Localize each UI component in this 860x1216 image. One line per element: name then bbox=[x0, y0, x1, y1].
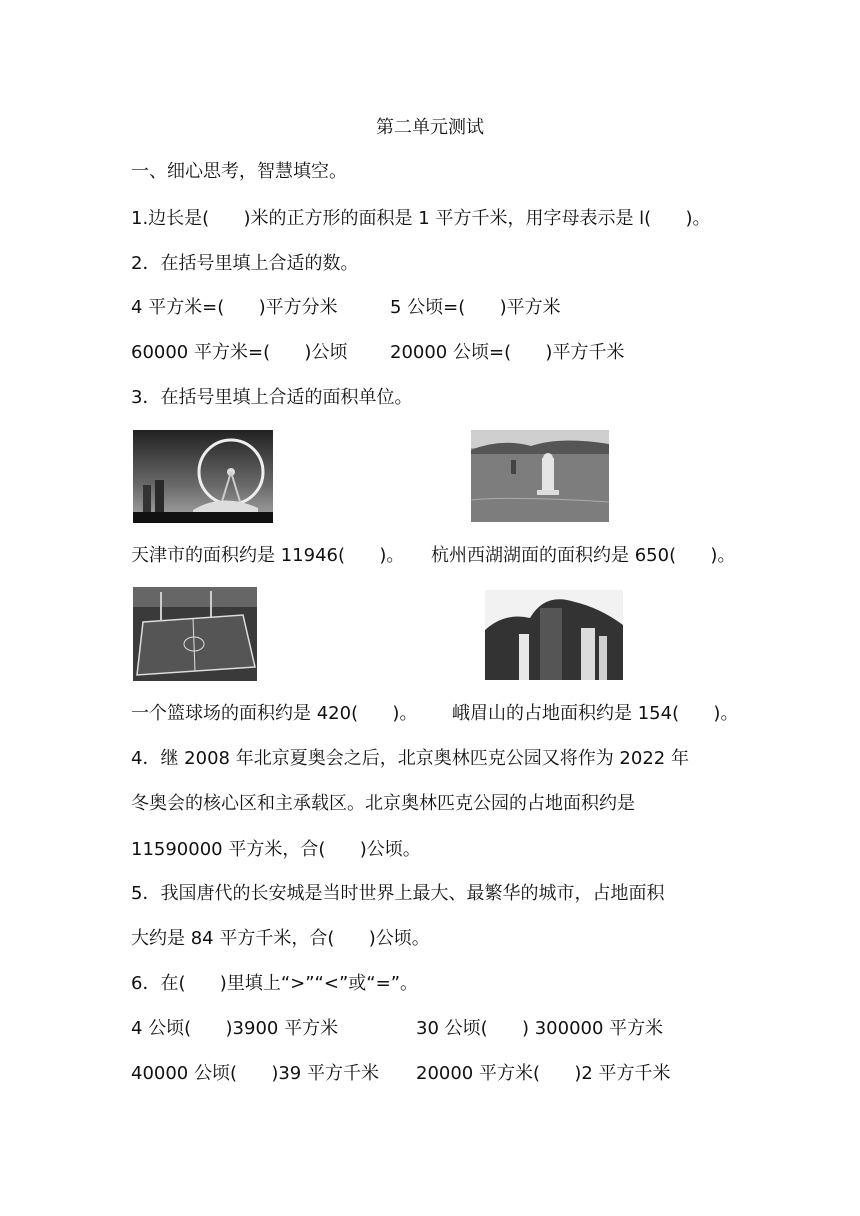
question-4-line-1: 4．继 2008 年北京夏奥会之后，北京奥林匹克公园又将作为 2022 年 bbox=[131, 748, 689, 769]
question-2b: 5 公顷=( )平方米 bbox=[390, 297, 561, 318]
question-5-line-1: 5．我国唐代的长安城是当时世界上最大、最繁华的城市，占地面积 bbox=[131, 883, 665, 904]
question-5-line-2: 大约是 84 平方千米，合( )公顷。 bbox=[131, 928, 430, 949]
question-6c: 40000 公顷( )39 平方千米 bbox=[131, 1063, 379, 1084]
page-title: 第二单元测试 bbox=[376, 117, 484, 138]
question-6b: 30 公顷( ) 300000 平方米 bbox=[416, 1018, 664, 1039]
question-3: 3．在括号里填上合适的面积单位。 bbox=[131, 387, 413, 408]
question-6: 6．在( )里填上“>”“<”或“=”。 bbox=[131, 973, 419, 994]
question-6d: 20000 平方米( )2 平方千米 bbox=[416, 1063, 671, 1084]
question-2c: 60000 平方米=( )公顷 bbox=[131, 342, 348, 363]
question-1: 1.边长是( )米的正方形的面积是 1 平方千米，用字母表示是 l( )。 bbox=[131, 208, 711, 229]
question-3b: 杭州西湖湖面的面积约是 650( )。 bbox=[431, 545, 736, 566]
pagoda-lake-photo bbox=[471, 430, 609, 522]
question-3a: 天津市的面积约是 11946( )。 bbox=[131, 545, 405, 566]
section-heading: 一、细心思考，智慧填空。 bbox=[131, 161, 347, 182]
question-4-line-3: 11590000 平方米，合( )公顷。 bbox=[131, 839, 421, 860]
question-4-line-2: 冬奥会的核心区和主承载区。北京奥林匹克公园的占地面积约是 bbox=[131, 793, 635, 814]
waterfall-mountain-photo bbox=[485, 590, 623, 680]
question-2: 2．在括号里填上合适的数。 bbox=[131, 253, 359, 274]
question-3c: 一个篮球场的面积约是 420( )。 bbox=[131, 703, 418, 724]
question-3d: 峨眉山的占地面积约是 154( )。 bbox=[452, 703, 739, 724]
basketball-court-photo bbox=[133, 587, 257, 681]
ferris-wheel-photo bbox=[133, 430, 273, 523]
question-2d: 20000 公顷=( )平方千米 bbox=[390, 342, 625, 363]
question-6a: 4 公顷( )3900 平方米 bbox=[131, 1018, 339, 1039]
question-2a: 4 平方米=( )平方分米 bbox=[131, 297, 338, 318]
